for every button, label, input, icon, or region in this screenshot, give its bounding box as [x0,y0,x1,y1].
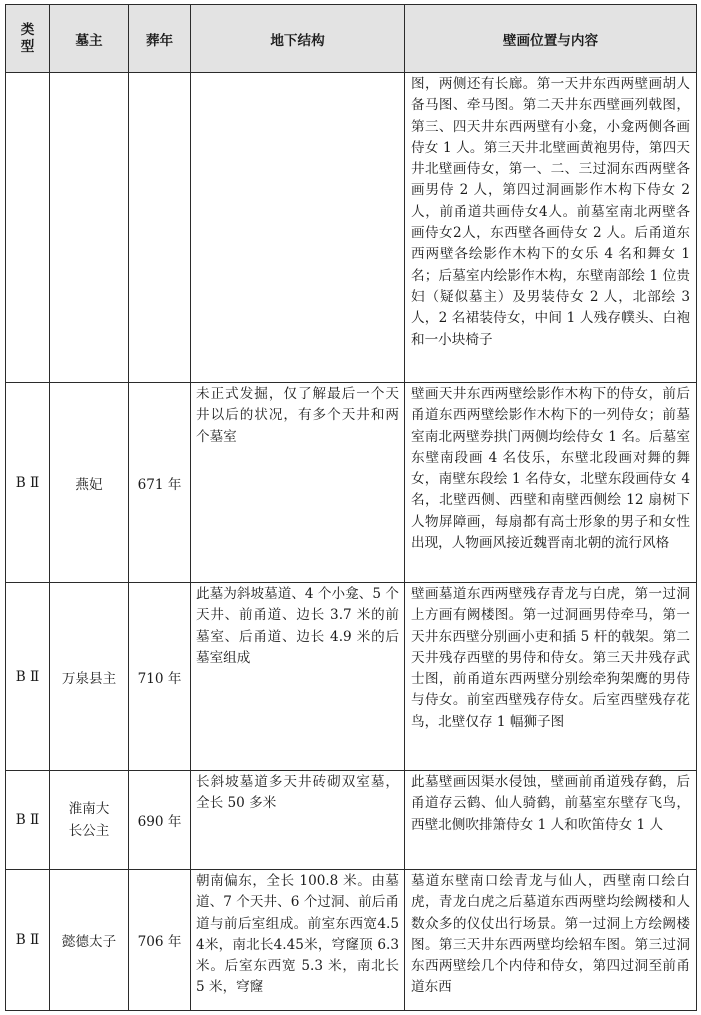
cell-mural [405,583,697,771]
cell-owner: 燕妃 [50,383,129,583]
cell-structure [191,383,405,583]
table-row [6,383,697,583]
cell-mural-text: 墓道东壁南口绘青龙与仙人，西壁南口绘白虎，青龙白虎之后墓道东西两壁均绘阙楼和人数众多的仪仗出行场景。第一过洞上方绘阙楼图。第三天井东西两壁均绘轺车图。第三过洞东西两壁绘几个内侍和侍女，第四过洞至前甬道东西 [411,873,690,996]
cell-owner: 懿德太子 [50,870,129,1011]
cell-mural [405,73,697,383]
cell-structure-text [191,73,404,75]
cell-owner: 万泉县主 [50,583,129,771]
cell-mural-text: 图，两侧还有长廊。第一天井东西两壁画胡人备马图、牵马图。第二天井东西壁画列戟图，第三、四天井东西两壁有小龛，小龛两侧各画侍女 1 人。第三天井北壁画黄袍男侍，第四天井北壁画侍女，第一、二、三过洞东西两壁各画男侍 2 人，第四过洞画影作木构下侍女 2 人，前甬道共画侍女4人。前墓室南北两壁各画侍女2人，东西壁各画侍女 2 人。后甬道东西两壁各绘影作木构下的女乐 4 名和舞女 1 名；后墓室内绘影作木构，东壁南部绘 1 位贵妇（疑似墓主）及男装侍女 2 人，北部绘 3 人，2 名裙装侍女，中间 1 人残存幞头、白袍和一小块椅子 [411,76,690,348]
header-structure: 地下结构 [191,5,405,73]
cell-mural [405,383,697,583]
cell-structure [191,73,405,383]
header-mural: 壁画位置与内容 [405,5,697,73]
cell-mural [405,870,697,1011]
cell-year: 690 年 [129,771,191,870]
cell-structure [191,771,405,870]
cell-structure-text: 朝南偏东，全长 100.8 米。由墓道、7 个天井、6 个过洞、前后甬道与前后室组成。前室东西宽4.54米，南北长4.45米，穹窿顶 6.3 米。后室东西宽 5.3 米，南北长 5 米，穹窿 [196,873,399,996]
header-type [6,5,50,73]
cell-year: 706 年 [129,870,191,1011]
cell-structure [191,870,405,1011]
cell-structure [191,583,405,771]
cell-type [6,73,50,383]
cell-structure-text: 此墓为斜坡墓道、4 个小龛、5 个天井、前甬道、边长 3.7 米的前墓室、后甬道、边长 4.9 米的后墓室组成 [196,586,399,666]
cell-owner [50,771,129,870]
cell-structure-text: 长斜坡墓道多天井砖砌双室墓，全长 50 多米 [196,774,399,812]
cell-owner [50,73,129,383]
table-row [6,870,697,1011]
cell-mural-text: 壁画天井东西两壁绘影作木构下的侍女，前后甬道东西两壁绘影作木构下的一列侍女；前墓室南北两壁券拱门两侧均绘侍女 1 名。后墓室东壁南段画 4 名伎乐，东壁北段画对舞的舞女，南壁东段绘 1 名侍女，北壁东段画侍女 4 名，北壁西侧、西壁和南壁西侧绘 12 扇树下人物屏障画，每扇都有高士形象的男子和女性出现，人物画风接近魏晋南北朝的流行风格 [411,386,690,552]
table-row [6,73,697,383]
cell-year [129,73,191,383]
cell-type: B Ⅱ [6,870,50,1011]
header-type-label: 类型 [20,21,35,55]
header-row [6,5,697,73]
cell-structure-text: 未正式发掘，仅了解最后一个天井以后的状况，有多个天井和两个墓室 [196,386,399,445]
table-row [6,583,697,771]
cell-mural [405,771,697,870]
tomb-mural-table [5,4,697,1011]
cell-type: B Ⅱ [6,383,50,583]
header-year: 葬年 [129,5,191,73]
header-owner: 墓主 [50,5,129,73]
cell-type: B Ⅱ [6,771,50,870]
table-row [6,771,697,870]
cell-year: 671 年 [129,383,191,583]
cell-mural-text: 此墓壁画因渠水侵蚀，壁画前甬道残存鹤，后甬道存云鹤、仙人骑鹤，前墓室东壁存飞鸟，西壁北侧吹排箫侍女 1 人和吹笛侍女 1 人 [411,774,690,833]
cell-type: B Ⅱ [6,583,50,771]
cell-year: 710 年 [129,583,191,771]
cell-owner-text: 淮南大长公主 [68,801,110,839]
cell-mural-text: 壁画墓道东西两壁残存青龙与白虎，第一过洞上方画有阙楼图。第一过洞画男侍牵马，第一天井东西壁分别画小吏和插 5 杆的戟架。第二天井残存西壁的男侍和侍女。第三天井残存武士图，前甬道东西两壁分别绘牵狗架鹰的男侍与侍女。前室西壁残存侍女。后室西壁残存花鸟，北壁仅存 1 幅狮子图 [411,586,690,730]
